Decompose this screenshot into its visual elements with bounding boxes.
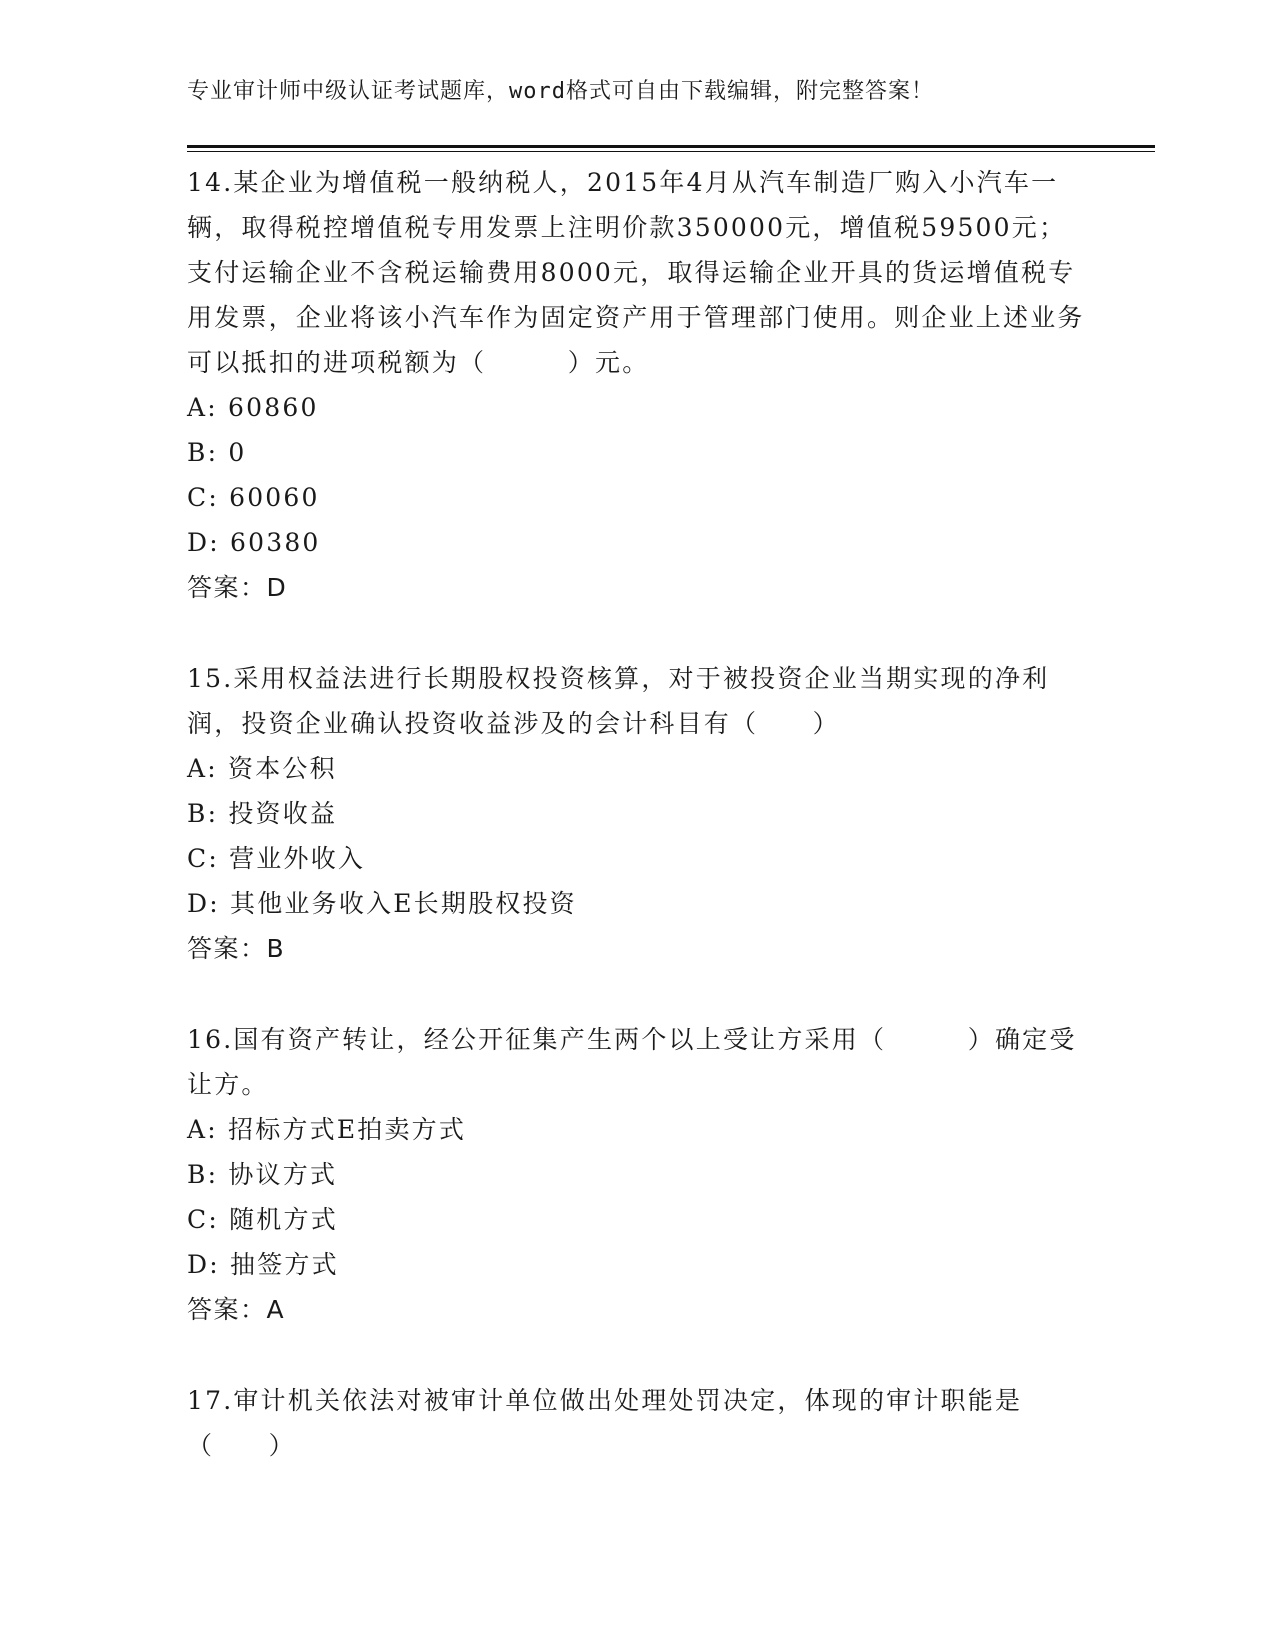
option-c: C: 营业外收入 <box>187 844 366 873</box>
option-d: D: 抽签方式 <box>187 1250 339 1279</box>
option-a: A: 60860 <box>187 393 319 422</box>
question-14 <box>187 160 1087 610</box>
header-rule-thick <box>187 145 1155 148</box>
header-rule-thin <box>187 151 1155 152</box>
question-15 <box>187 656 1087 971</box>
option-c: C: 60060 <box>187 483 320 512</box>
question-stem: 16.国有资产转让，经公开征集产生两个以上受让方采用（ ）确定受让方。 <box>187 1025 1077 1099</box>
question-16 <box>187 1017 1087 1332</box>
question-17 <box>187 1378 1087 1468</box>
page-header: 专业审计师中级认证考试题库，word格式可自由下载编辑，附完整答案！ <box>187 79 934 104</box>
option-b: B: 投资收益 <box>187 799 338 828</box>
answer: 答案：D <box>187 573 288 602</box>
option-b: B: 协议方式 <box>187 1160 338 1189</box>
question-stem: 17.审计机关依法对被审计单位做出处理处罚决定，体现的审计职能是（ ） <box>187 1386 1023 1460</box>
option-d: D: 其他业务收入E长期股权投资 <box>187 889 577 918</box>
option-a: A: 资本公积 <box>187 754 337 783</box>
question-list <box>187 160 1087 1514</box>
option-d: D: 60380 <box>187 528 321 557</box>
question-stem: 15.采用权益法进行长期股权投资核算，对于被投资企业当期实现的净利润，投资企业确认投资收益涉及的会计科目有（ ） <box>187 664 1050 738</box>
option-b: B: 0 <box>187 438 247 467</box>
question-stem: 14.某企业为增值税一般纳税人，2015年4月从汽车制造厂购入小汽车一辆，取得税控增值税专用发票上注明价款350000元，增值税59500元；支付运输企业不含税运输费用8000元，取得运输企业开具的货运增值税专用发票，企业将该小汽车作为固定资产用于管理部门使用。则企业上述业务可以抵扣的进项税额为（ ）元。 <box>187 168 1085 377</box>
answer: 答案：A <box>187 1295 286 1324</box>
option-a: A: 招标方式E拍卖方式 <box>187 1115 467 1144</box>
option-c: C: 随机方式 <box>187 1205 338 1234</box>
answer: 答案：B <box>187 934 286 963</box>
